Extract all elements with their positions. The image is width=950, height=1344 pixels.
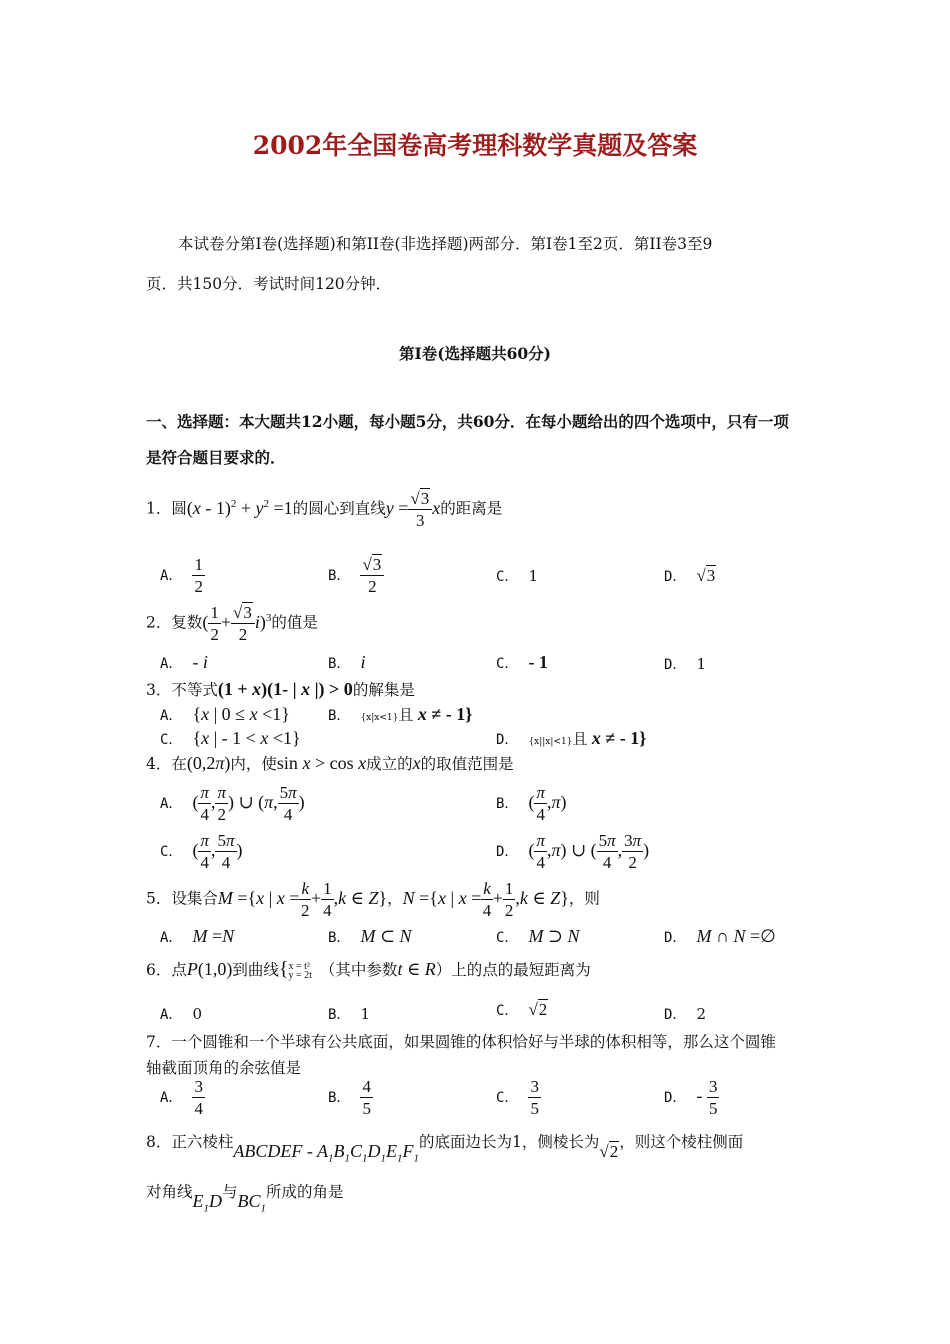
question-1 [146,490,502,529]
q6-option-a: A． 0 [160,1005,202,1023]
q1-label: 1．圆 [146,499,187,518]
q6-text-mid1: 到曲线 [232,961,279,979]
q6-label: 6．点 [146,961,187,979]
q4-option-d: D． ( $\frac{\pi}{4}$ ,π) ∪ ( $\frac{5\pi}{4}$ , $\frac{3\pi}{2}$ ) [496,831,650,872]
q4-option-c: C． ( $\frac{\pi}{4}$ , $\frac{5\pi}{4}$ ) [160,831,243,872]
q4-text-end: 的取值范围是 [420,755,514,773]
q1-circle-eq: $(x - 1)^2 + y^2 =1$ [186,497,293,518]
q4-option-a: A． ( $\frac{\pi}{4}$ , $\frac{\pi}{2}$ ) ∪ (π, $\frac{5\pi}{4}$ ) [160,783,305,824]
q8-diagonal-e1d: $E_1D$ [192,1191,223,1215]
q1-option-d: D． √3 [664,566,716,585]
q1-line-eq: y = $\frac{√3}{3}$ x [385,489,441,530]
q6-option-c: C． √2 [496,1000,548,1019]
q2-option-c: C． - 1 [496,652,548,672]
question-4: 4．在(0,2π)内，使sin x > cos x成立的x的取值范围是 [146,753,514,773]
q5-text-end: ，则 [568,889,600,908]
q3-text-end: 的解集是 [352,681,415,699]
q8-sqrt2: √2 [599,1142,619,1161]
question-8-line-2: 对角线$E_1D$与$BC_1$所成的角是 [146,1183,344,1215]
q6-curve-eq: x = t² y = 2t [288,961,312,981]
q5-option-c: C． M ⊃ N [496,926,580,946]
q7-option-c: C． $\frac{3}{5}$ [496,1077,539,1118]
q6-param: t ∈ R [397,959,436,979]
q8-label: 8．正六棱柱 [146,1133,234,1151]
q5-set-m: M ={x | x = $\frac{k}{2}$ + $\frac{1}{4}$ ,k ∈ Z} [217,879,388,920]
q5-option-d: D． M ∩ N =∅ [664,926,776,946]
q8-diagonal-bc1: $BC_1$ [237,1191,267,1215]
question-6 [146,958,591,981]
q4-text-mid2: 成立的 [366,755,413,773]
section-header: 第I卷(选择题共60分) [399,344,551,363]
page-title: 2002年全国卷高考理科数学真题及答案 [252,131,698,160]
q6-text-end: ）上的点的最短距离为 [435,961,591,979]
q6-point: P(1,0) [186,959,233,979]
q2-text-end: 的值是 [271,613,318,632]
question-3 [146,678,415,700]
q2-label: 2．复数 [146,613,203,632]
q5-set-n: N ={x | x = $\frac{k}{4}$ + $\frac{1}{2}$ ,k ∈ Z} [402,879,569,920]
q1-option-c: C． 1 [496,567,538,585]
q8-text-mid1: 的底面边长为1，侧棱长为 [419,1133,600,1151]
q8-text-mid2: ，则这个棱柱侧面 [619,1133,744,1151]
q4-text-mid1: 内，使 [230,755,277,773]
q1-text-end: 的距离是 [440,499,503,518]
q7-option-d: D． - $\frac{3}{5}$ [664,1077,718,1118]
q4-option-b: B． ( $\frac{\pi}{4}$ ,π) [496,783,567,824]
q2-option-d: D． 1 [664,655,706,673]
q1-text-mid: 的圆心到直线 [292,499,386,518]
q6-option-b: B． 1 [328,1005,370,1023]
q6-option-d: D． 2 [664,1005,706,1023]
q5-option-b: B． M ⊂ N [328,926,412,946]
intro-line-1: 本试卷分第I卷(选择题)和第II卷(非选择题)两部分．第I卷1至2页．第II卷3至9 [178,235,713,253]
q7-option-b: B． $\frac{4}{5}$ [328,1077,371,1118]
question-2 [146,604,318,643]
q3-option-d: D． {x||x|<1}且 x ≠ - 1} [496,728,647,748]
q3-option-c: C． {x | - 1 < x <1} [160,728,301,748]
q7-line-1: 7．一个圆锥和一个半球有公共底面，如果圆锥的体积恰好与半球的体积相等，那么这个圆锥 [146,1033,776,1051]
q2-option-a: A． - i [160,652,208,672]
q6-text-mid2: （其中参数 [319,961,398,979]
q1-option-a: A． $\frac{1}{2}$ [160,555,203,596]
q7-option-a: A． $\frac{3}{4}$ [160,1077,203,1118]
q8-prism: ABCDEF - $A_1B_1C_1D_1E_1F_1$ [233,1141,420,1165]
q6-curve-system: { [278,958,289,980]
instructions-line-1: 一、选择题：本大题共12小题，每小题5分，共60分．在每小题给出的四个选项中，只有一项 [146,412,789,431]
q1-option-b: B． $\frac{√3}{2}$ [328,556,384,595]
q2-option-b: B． i [328,652,366,672]
q5-option-a: A． M =N [160,926,235,946]
q3-option-b: B． {x|x<1}且 x ≠ - 1} [328,704,473,724]
q7-line-2: 轴截面顶角的余弦值是 [146,1059,302,1077]
q3-label: 3．不等式 [146,681,218,699]
q3-inequality: (1 + x)(1- | x |) > 0 [217,679,353,699]
q2-expression: ( $\frac{1}{2}$ + $\frac{√3}{2}$ i)$^3$ [202,603,272,644]
question-5: 5．设集合M ={x | x = $\frac{k}{2}$ + $\frac{1}{4}$ ,k ∈ Z}，N ={x | x = $\frac{k}{4}$ + $\frac{1}{2}$ ,k ∈ Z}，则 [146,879,600,920]
q3-option-a: A． {x | 0 ≤ x <1} [160,704,290,724]
question-8-line-1 [146,1130,744,1165]
intro-line-2: 页．共150分．考试时间120分钟． [146,275,392,293]
instructions-line-2: 是符合题目要求的． [146,448,286,467]
q4-condition: sin x > cos x [276,753,367,773]
q4-interval: (0,2π) [186,753,231,773]
q5-label: 5．设集合 [146,889,218,908]
q4-label: 4．在 [146,755,187,773]
